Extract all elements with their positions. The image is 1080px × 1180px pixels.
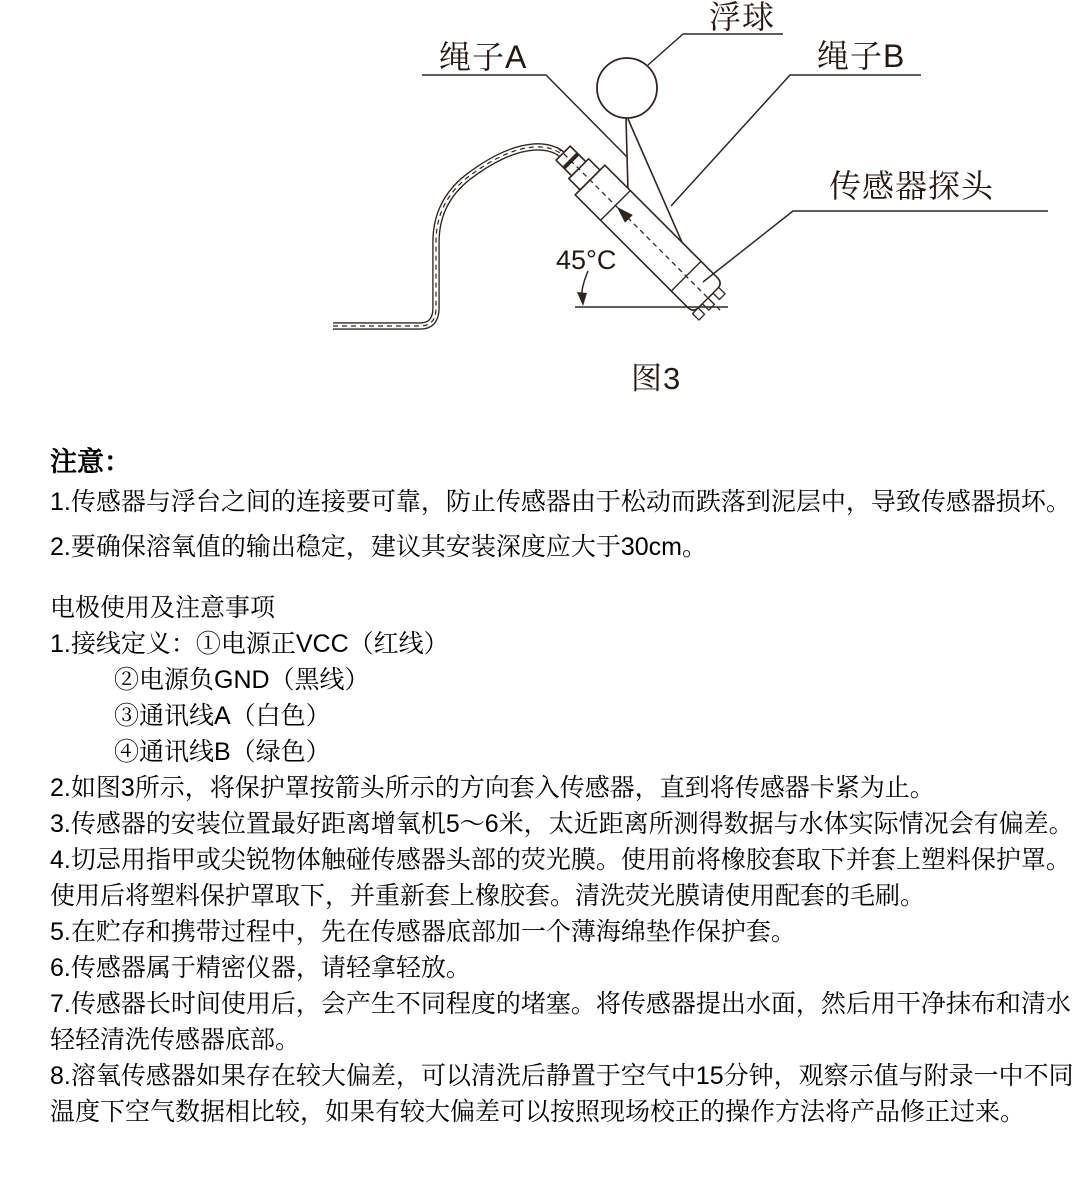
electrode-line: 1.接线定义：①电源正VCC（红线）: [50, 630, 449, 658]
electrode-line: 5.在贮存和携带过程中，先在传感器底部加一个薄海绵垫作保护套。: [50, 918, 796, 946]
sensor-probe-leader: [703, 211, 1048, 282]
angle-arrowhead: [577, 292, 587, 306]
electrode-line: 7.传感器长时间使用后，会产生不同程度的堵塞。将传感器提出水面，然后用干净抹布和清水: [50, 990, 1071, 1018]
electrode-line: 轻轻清洗传感器底部。: [50, 1026, 301, 1054]
label-rope-a: 绳子A: [439, 39, 528, 75]
notes-text-block: [50, 444, 1074, 1130]
electrode-line: ②电源负GND（黑线）: [114, 666, 370, 694]
notice-item: 1.传感器与浮台之间的连接要可靠，防止传感器由于松动而跌落到泥层中，导致传感器损坏。: [50, 488, 1071, 516]
label-sensor-probe: 传感器探头: [829, 168, 995, 204]
electrode-line: 3.传感器的安装位置最好距离增氧机5～6米，太近距离所测得数据与水体实际情况会有偏差。: [50, 810, 1074, 838]
rope-a-line: [626, 118, 628, 191]
label-float-ball: 浮球: [709, 0, 776, 35]
notice-item: 2.要确保溶氧值的输出稳定，建议其安装深度应大于30cm。: [50, 533, 707, 561]
electrode-line: ④通讯线B（绿色）: [114, 738, 331, 766]
angle-label: 45°C: [556, 245, 617, 275]
figure3-diagram: [0, 0, 1080, 420]
electrode-line: 温度下空气数据相比较，如果有较大偏差可以按照现场校正的操作方法将产品修正过来。: [50, 1098, 1026, 1126]
electrode-heading: 电极使用及注意事项: [50, 594, 276, 622]
float-ball-leader: [648, 34, 783, 65]
electrode-line: 6.传感器属于精密仪器，请轻拿轻放。: [50, 954, 471, 982]
electrode-line: 8.溶氧传感器如果存在较大偏差，可以清洗后静置于空气中15分钟，观察示值与附录一中不同: [50, 1062, 1074, 1090]
notice-heading: 注意：: [50, 447, 131, 477]
electrode-line: ③通讯线A（白色）: [114, 702, 331, 730]
label-rope-b: 绳子B: [817, 38, 906, 74]
electrode-line: 4.切忌用指甲或尖锐物体触碰传感器头部的荧光膜。使用前将橡胶套取下并套上塑料保护罩。: [50, 846, 1071, 874]
section-gap: [50, 570, 1060, 590]
float-ball-circle: [597, 58, 657, 118]
sensor-probe-body: [542, 133, 738, 329]
sensor-cable: [333, 147, 564, 326]
figure-caption: 图3: [631, 361, 682, 396]
electrode-line: 使用后将塑料保护罩取下，并重新套上橡胶套。清洗荧光膜请使用配套的毛刷。: [50, 882, 926, 910]
electrode-line: 2.如图3所示，将保护罩按箭头所示的方向套入传感器，直到将传感器卡紧为止。: [50, 774, 935, 802]
